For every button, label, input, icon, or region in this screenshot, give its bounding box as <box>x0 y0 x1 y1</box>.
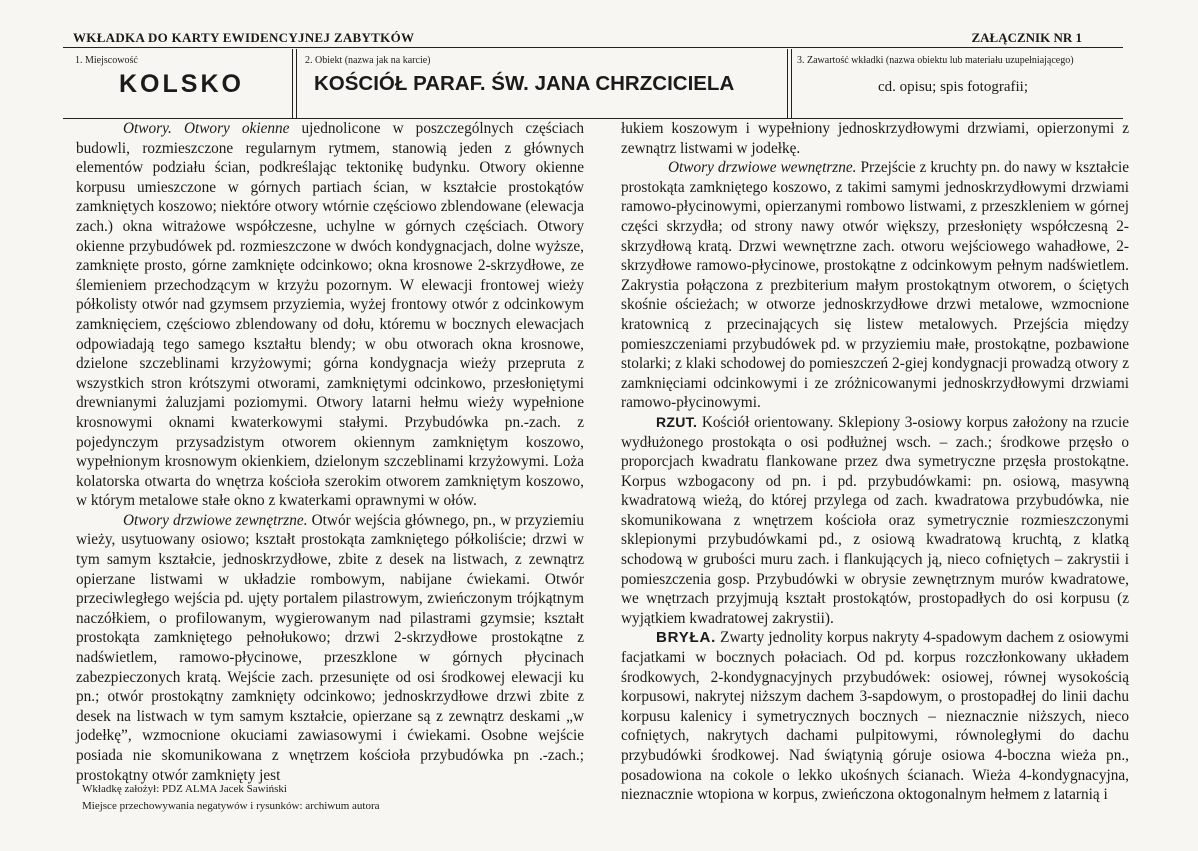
subsection-heading: Otwory okienne <box>183 120 290 137</box>
field-divider <box>791 49 792 119</box>
footer-archive: Miejsce przechowywania negatywów i rysunków: archiwum autora <box>82 800 380 812</box>
paragraph-text: łukiem koszowym i wypełniony jednoskrzydłowymi drzwiami, opierzonymi z zewnątrz listwami w jodełkę. <box>621 120 1129 157</box>
field-divider <box>296 49 297 119</box>
paragraph-text: Przejście z kruchty pn. do nawy w kształcie prostokąta zamkniętego koszowo, z takimi samymi jednoskrzydłowymi drzwiami ramowo-płycinowymi, opierzanymi rombowo listwami, z przeszkleniem w górnej części skrzydła; od strony nawy otwór większy, przesłonięty współczesną 2-skrzydłową kratą. Drzwi wewnętrzne zach. otworu wejściowego wahadłowe, 2-skrzydłowe ramowo-płycinowe, prostokątne z odcinkowym pełnym nadświetlem. Zakrystia połączona z prezbiterium małym prostokątnym otworem, o ściętych skośnie ościeżach; w otworze jednoskrzydłowe drzwi metalowe, wzmocnione kratownicą z przecinających się listew metalowych. Przejścia między pomieszczeniami przybudówek pd. w przyziemiu małe, prostokątne, pozbawione stolarki; z klaki schodowej do pomieszczeń 2-giej kondygnacji prowadzą otwory z zamknięciami odcinkowymi i ze zróżnicowanymi jednoskrzydłowymi drzwiami ramowo-płycinowymi. <box>621 159 1130 412</box>
section-heading: Otwory. <box>123 120 172 137</box>
insert-card-title: WKŁADKA DO KARTY EWIDENCYJNEJ ZABYTKÓW <box>73 30 415 45</box>
text-column-left <box>76 119 584 785</box>
paragraph-continuation <box>621 119 1129 158</box>
field-divider <box>787 49 788 119</box>
object-value: KOŚCIÓŁ PARAF. ŚW. JANA CHRZCICIELA <box>314 72 735 95</box>
paragraph-openings <box>76 119 584 511</box>
subsection-heading: Otwory drzwiowe wewnętrzne. <box>668 159 857 177</box>
subsection-heading: Otwory drzwiowe zewnętrzne. <box>123 511 308 529</box>
paragraph-text: Zwarty jednolity korpus nakryty 4-spadowym dachem z osiowymi facjatkami w bocznych połaciach. Od pd. korpus rozczłonkowany układem środkowych, 2-kondygnacyjnych przybudówek: osiowej, równej wysokością korpusowi, nakrytej niższym dachem 3-sapdowym, o prostopadłej do linii dachu korpusu kalenicy i symetrycznych bocznych – nieznacznie niższych, nieco cofniętych, nakrytych dachami pulpitowymi, równoległymi do dachu przybudówki środkowej. Nad świątynią góruje osiowa 4-boczna wieża pn., posadowiona na cokole o lekko ukośnych ścianach. Wieża 4-kondygnacyjna, nieznacznie wtopiona w korpus, zwieńczona oktogonalnym hełmem z latarnią i <box>621 629 1130 804</box>
annex-number: ZAŁĄCZNIK NR 1 <box>971 30 1082 45</box>
section-heading: RZUT. <box>656 413 698 430</box>
object-label: 2. Obiekt (nazwa jak na karcie) <box>305 55 431 66</box>
locality-value: KOLSKO <box>119 70 244 98</box>
paragraph-text: Kościół orientowany. Sklepiony 3-osiowy korpus założony na rzucie wydłużonego prostokąta o osi podłużnej wsch. – zach.; środkowe przęsło o proporcjach kwadratu flankowane przez dwa symetryczne przęsła prostokątne. Korpus wzbogacony od pn. i pd. przybudówkami: pn. osiową, masywną kwadratową wieżą, do której przylega od zach. kwadratowa przybudówka, nie skomunikowana z wnętrzem kościoła oraz symetrycznie rozmieszczonymi sklepionymi przybudówkami pd., z osiową kwadratową kruchtą, z klatką schodową w grubości muru zach. i flankujących ją, nieco cofniętych – zakrystii i pomieszczenia gosp. Przybudówki w obrysie zewnętrznym murów kwadratowe, we wnętrzach przyjmują kształt prostokątów, prostopadłych do osi korpusu (z wyjątkiem kwadratowej zakrystii). <box>621 413 1129 627</box>
section-heading: BRYŁA. <box>656 629 717 647</box>
paragraph-mass <box>621 628 1129 804</box>
text-column-right <box>621 119 1129 805</box>
paragraph-text: ujednolicone w poszczególnych częściach budowli, rozmieszczone regularnym rytmem, stanowią jeden z głównych elementów podziału ścian, podkreślając tektonikę budynku. Otwory okienne korpusu umieszczone w górnych partiach ścian, w kształcie prostokątów zamkniętych koszowo; niektóre otwory wtórnie częściowo zblendowane (elewacja zach.) okna witrażowe współczesne, uchylne w górnych częściach. Otwory okienne przybudówek pd. rozmieszczone w dwóch kondygnacjach, dolne wyższe, zamknięte prosto, górne zamknięte odcinkowo; okna krosnowe 2-skrzydłowe, ze ślemieniem przechodzącym w krzyżu pozornym. W elewacji frontowej wieży półkolisty otwór nad gzymsem przyziemia, wyżej frontowy otwór z odcinkowym zamknięciem, częściowo zblendowany od dołu, któremu w bocznych elewacjach odpowiadają tego samego kształtu blendy; w obu otworach okna krosnowe, dzielone szczeblinami krzyżowymi; górna kondygnacja wieży przepruta z wszystkich stron krótszymi otworami, zamkniętymi odcinkowo, przesłoniętymi drewnianymi żaluzjami poziomymi. Otwory latarni hełmu wieży wypełnione krosnowymi oknami kwaterkowymi stałymi. Przybudówka pn.-zach. z pojedynczym przysadzistym otworem okiennym zamkniętym koszowo, wypełnionym krosnowym okienkiem, dzielonym szczeblinami krzyżowymi. Loża kolatorska otwarta do wnętrza kościoła szerokim otworem zamkniętym koszowo, w którym metalowe stałe okno z kwaterkami oprawnymi w ołów. <box>76 120 585 510</box>
field-divider <box>292 49 293 119</box>
paragraph-plan <box>621 413 1129 629</box>
locality-label: 1. Miejscowość <box>75 55 138 66</box>
paragraph-exterior-doors <box>76 511 584 785</box>
insert-contents-label: 3. Zawartość wkładki (nazwa obiektu lub materiału uzupełniającego) <box>797 55 1074 66</box>
insert-contents-value: cd. opisu; spis fotografii; <box>878 79 1028 95</box>
header-top-rule <box>63 47 1123 48</box>
footer-author: Wkładkę założył: PDZ ALMA Jacek Sawiński <box>82 783 287 795</box>
paragraph-text: Otwór wejścia głównego, pn., w przyziemiu wieży, usytuowany osiowo; kształt prostokąta zamkniętego półkoliście; drzwi w tym samym kształcie, jednoskrzydłowe, zbite z desek na listwach, z zewnątrz opierzane listwami w układzie rombowym, nabijane ćwiekami. Otwór przeciwległego wejścia pd. ujęty portalem pilastrowym, zwieńczonym trójkątnym naczółkiem, o profilowanym, wygierowanym nad pilastrami gzymsie; kształt prostokąta zamkniętego pełnołukowo; drzwi 2-skrzydłowe prostokątne z nadświetlem, ramowo-płycinowe, przeszklone w górnych płycinach zabezpieczonych kratą. Wejście zach. przesunięte od osi środkowej elewacji ku pn.; otwór prostokątny zamknięty odcinkowo; jednoskrzydłowe drzwi zbite z desek na listwach w tym samym kształcie, opierzane są z zewnątrz deskami „w jodełkę”, wzmocnione okuciami zawiasowymi i ćwiekami. Osobne wejście posiada nie skomunikowana z wnętrzem kościoła przybudówka pn .-zach.; prostokątny otwór zamknięty jest <box>76 511 584 784</box>
paragraph-interior-doors <box>621 158 1129 413</box>
